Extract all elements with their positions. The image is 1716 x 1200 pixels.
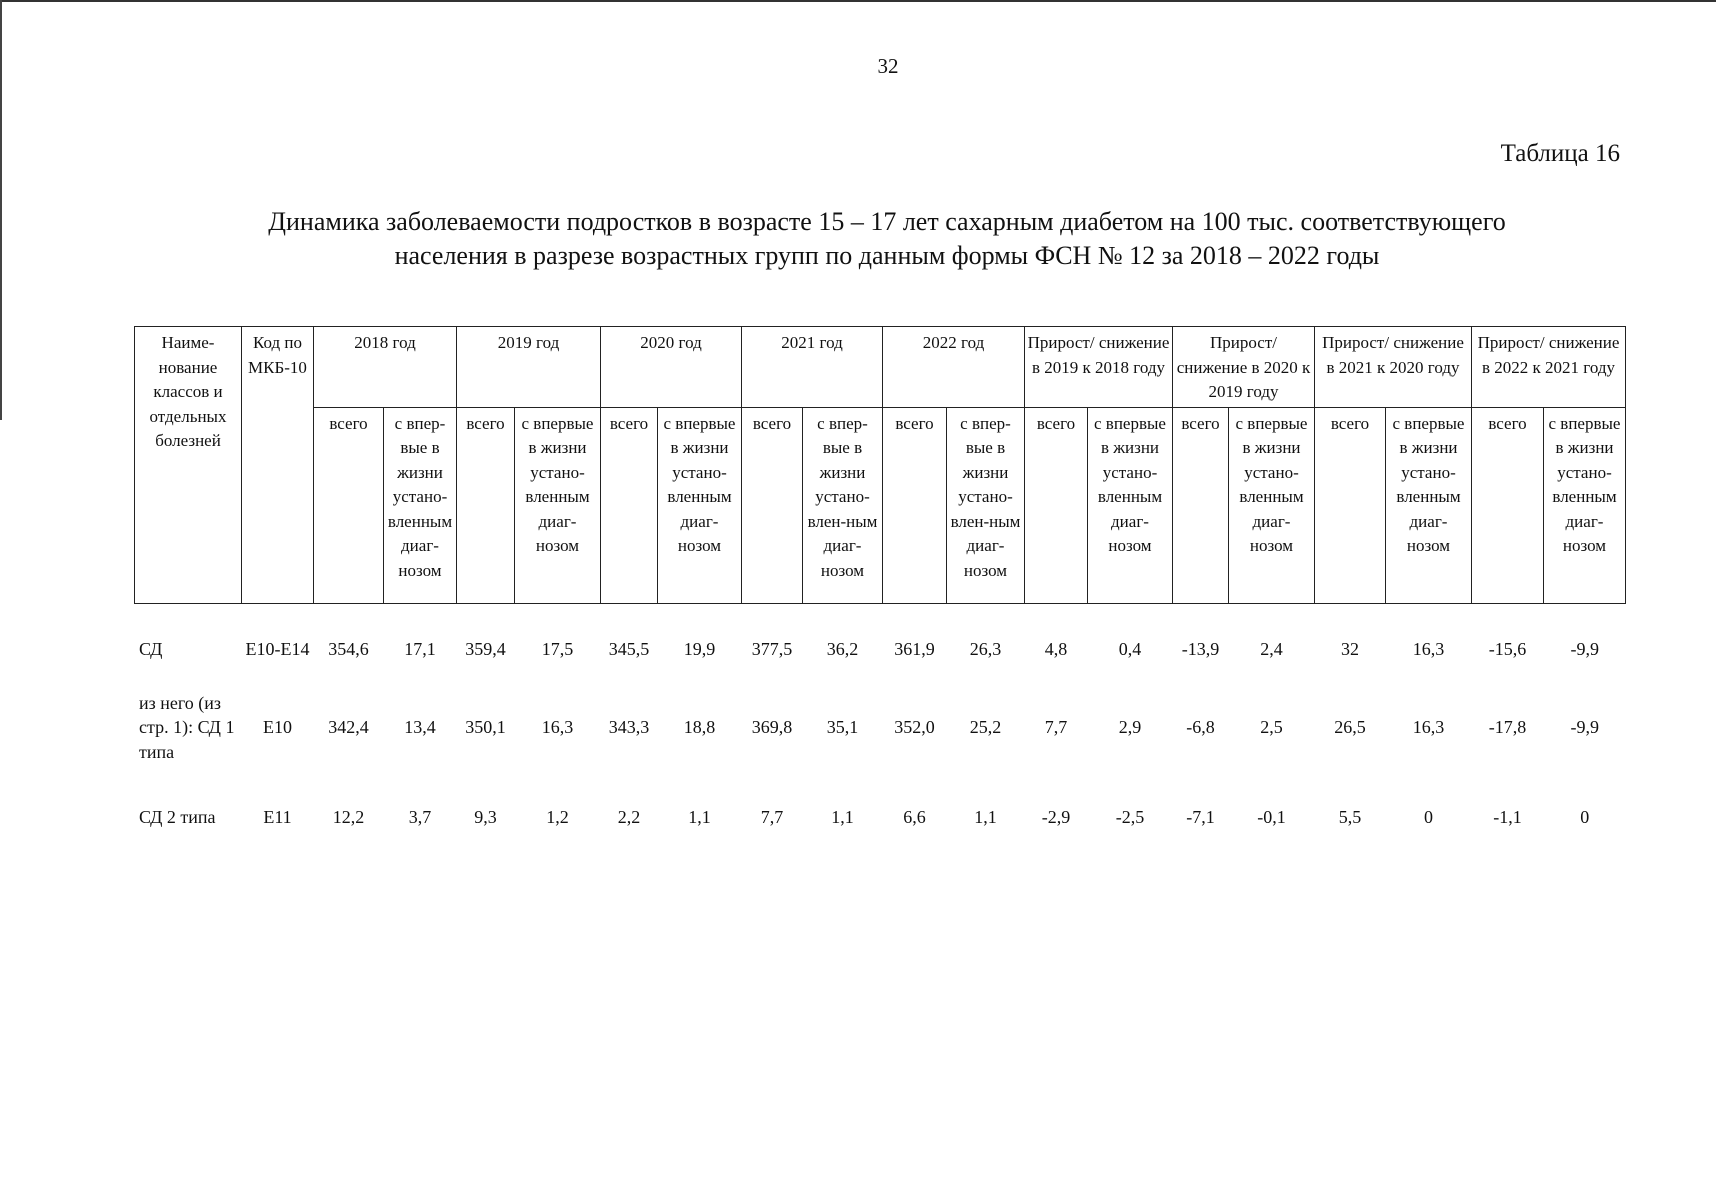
table-row bbox=[135, 603, 1626, 688]
cell: 9,3 bbox=[457, 768, 515, 868]
cell: 17,1 bbox=[384, 603, 457, 688]
header-code: Код по МКБ-10 bbox=[242, 327, 314, 604]
cell: -2,9 bbox=[1025, 768, 1088, 868]
cell: 361,9 bbox=[883, 603, 947, 688]
cell: 0 bbox=[1386, 768, 1472, 868]
title-line-1: Динамика заболеваемости подростков в возрасте 15 – 17 лет сахарным диабетом на 100 тыс. соответствующего bbox=[268, 207, 1506, 236]
cell: -1,1 bbox=[1472, 768, 1544, 868]
header-row-groups bbox=[135, 327, 1626, 408]
header-group-change-2022: Прирост/ снижение в 2022 к 2021 году bbox=[1472, 327, 1626, 408]
cell: -6,8 bbox=[1173, 688, 1229, 768]
header-sub-first-diagnosed: с впер-вые в жизни устано-вленным диаг-нозом bbox=[384, 407, 457, 603]
cell: 6,6 bbox=[883, 768, 947, 868]
cell: 377,5 bbox=[742, 603, 803, 688]
cell: 1,2 bbox=[515, 768, 601, 868]
cell: 26,3 bbox=[947, 603, 1025, 688]
cell: 354,6 bbox=[314, 603, 384, 688]
cell: 342,4 bbox=[314, 688, 384, 768]
header-sub-first-diagnosed: с впервые в жизни устано-вленным диаг-нозом bbox=[658, 407, 742, 603]
document-title bbox=[150, 205, 1624, 273]
table-label: Таблица 16 bbox=[1500, 140, 1620, 167]
cell: 5,5 bbox=[1315, 768, 1386, 868]
table-row bbox=[135, 688, 1626, 768]
header-sub-total: всего bbox=[883, 407, 947, 603]
header-sub-first-diagnosed: с впервые в жизни устано-вленным диаг-нозом bbox=[1544, 407, 1626, 603]
cell: 16,3 bbox=[1386, 688, 1472, 768]
cell: 343,3 bbox=[601, 688, 658, 768]
table-row bbox=[135, 768, 1626, 868]
cell: 2,5 bbox=[1229, 688, 1315, 768]
header-sub-first-diagnosed: с впервые в жизни устано-вленным диаг-нозом bbox=[1088, 407, 1173, 603]
cell: -0,1 bbox=[1229, 768, 1315, 868]
cell: -17,8 bbox=[1472, 688, 1544, 768]
morbidity-table bbox=[134, 326, 1626, 868]
header-group-change-2021: Прирост/ снижение в 2021 к 2020 году bbox=[1315, 327, 1472, 408]
row-code: E10-E14 bbox=[242, 603, 314, 688]
cell: 2,4 bbox=[1229, 603, 1315, 688]
cell: -9,9 bbox=[1544, 688, 1626, 768]
cell: 0 bbox=[1544, 768, 1626, 868]
header-sub-total: всего bbox=[1472, 407, 1544, 603]
cell: 12,2 bbox=[314, 768, 384, 868]
cell: 1,1 bbox=[658, 768, 742, 868]
cell: 26,5 bbox=[1315, 688, 1386, 768]
cell: 16,3 bbox=[1386, 603, 1472, 688]
header-row-sub bbox=[135, 407, 1626, 603]
page-number: 32 bbox=[877, 54, 899, 78]
header-group-change-2019: Прирост/ снижение в 2019 к 2018 году bbox=[1025, 327, 1173, 408]
cell: 35,1 bbox=[803, 688, 883, 768]
page-top-edge bbox=[0, 0, 1716, 2]
header-sub-total: всего bbox=[1025, 407, 1088, 603]
cell: -9,9 bbox=[1544, 603, 1626, 688]
header-group-change-2020: Прирост/ снижение в 2020 к 2019 году bbox=[1173, 327, 1315, 408]
header-group-2022: 2022 год bbox=[883, 327, 1025, 408]
header-name: Наиме-нование классов и отдельных болезней bbox=[135, 327, 242, 604]
header-sub-first-diagnosed: с впервые в жизни устано-вленным диаг-нозом bbox=[515, 407, 601, 603]
header-group-2021: 2021 год bbox=[742, 327, 883, 408]
cell: -2,5 bbox=[1088, 768, 1173, 868]
cell: 2,2 bbox=[601, 768, 658, 868]
header-sub-total: всего bbox=[1173, 407, 1229, 603]
row-name: из него (из стр. 1): СД 1 типа bbox=[135, 688, 242, 768]
cell: 350,1 bbox=[457, 688, 515, 768]
header-group-2018: 2018 год bbox=[314, 327, 457, 408]
cell: 352,0 bbox=[883, 688, 947, 768]
title-line-2: населения в разрезе возрастных групп по данным формы ФСН № 12 за 2018 – 2022 годы bbox=[394, 241, 1380, 270]
cell: 19,9 bbox=[658, 603, 742, 688]
cell: 25,2 bbox=[947, 688, 1025, 768]
header-group-2020: 2020 год bbox=[601, 327, 742, 408]
cell: 3,7 bbox=[384, 768, 457, 868]
header-group-2019: 2019 год bbox=[457, 327, 601, 408]
cell: 32 bbox=[1315, 603, 1386, 688]
header-sub-total: всего bbox=[601, 407, 658, 603]
cell: -7,1 bbox=[1173, 768, 1229, 868]
header-sub-first-diagnosed: с впервые в жизни устано-вленным диаг-нозом bbox=[1386, 407, 1472, 603]
header-sub-total: всего bbox=[457, 407, 515, 603]
row-code: E11 bbox=[242, 768, 314, 868]
cell: 369,8 bbox=[742, 688, 803, 768]
cell: 17,5 bbox=[515, 603, 601, 688]
cell: 13,4 bbox=[384, 688, 457, 768]
row-name: СД bbox=[135, 603, 242, 688]
row-code: E10 bbox=[242, 688, 314, 768]
cell: -13,9 bbox=[1173, 603, 1229, 688]
header-sub-first-diagnosed: с впер-вые в жизни устано-влен-ным диаг-нозом bbox=[803, 407, 883, 603]
cell: 7,7 bbox=[742, 768, 803, 868]
header-sub-total: всего bbox=[314, 407, 384, 603]
header-sub-total: всего bbox=[742, 407, 803, 603]
row-name: СД 2 типа bbox=[135, 768, 242, 868]
cell: 0,4 bbox=[1088, 603, 1173, 688]
cell: 4,8 bbox=[1025, 603, 1088, 688]
cell: 345,5 bbox=[601, 603, 658, 688]
cell: 7,7 bbox=[1025, 688, 1088, 768]
cell: 359,4 bbox=[457, 603, 515, 688]
cell: 36,2 bbox=[803, 603, 883, 688]
cell: 18,8 bbox=[658, 688, 742, 768]
header-sub-first-diagnosed: с впервые в жизни устано-вленным диаг-нозом bbox=[1229, 407, 1315, 603]
cell: 1,1 bbox=[803, 768, 883, 868]
header-sub-total: всего bbox=[1315, 407, 1386, 603]
cell: 16,3 bbox=[515, 688, 601, 768]
header-sub-first-diagnosed: с впер-вые в жизни устано-влен-ным диаг-нозом bbox=[947, 407, 1025, 603]
cell: -15,6 bbox=[1472, 603, 1544, 688]
cell: 1,1 bbox=[947, 768, 1025, 868]
cell: 2,9 bbox=[1088, 688, 1173, 768]
